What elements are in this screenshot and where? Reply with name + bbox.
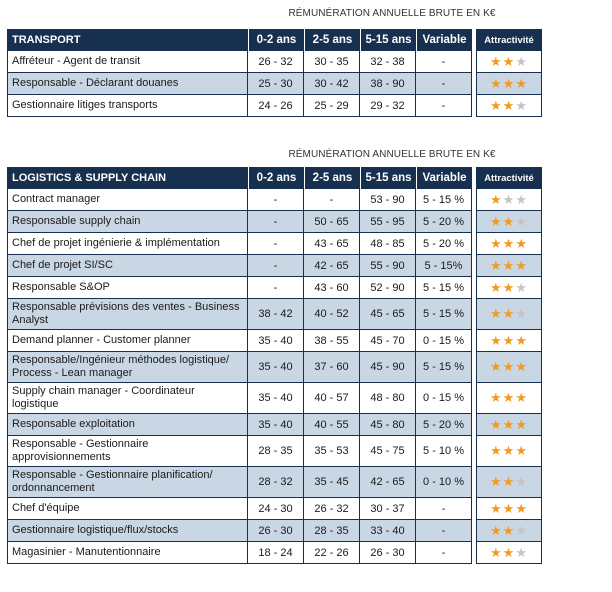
value-2-5: 28 - 35 (304, 520, 360, 542)
star-filled-icon: ★ (502, 474, 516, 489)
star-empty-icon: ★ (515, 213, 528, 229)
value-2-5: 43 - 60 (304, 277, 360, 299)
star-empty-icon: ★ (515, 474, 528, 489)
row-label: Responsable S&OP (7, 277, 248, 299)
star-filled-icon: ★ (515, 390, 528, 405)
star-filled-icon: ★ (502, 443, 516, 458)
value-0-2: 35 - 40 (248, 352, 304, 383)
star-filled-icon: ★ (490, 75, 503, 91)
table-row (7, 189, 542, 211)
star-filled-icon: ★ (490, 213, 503, 229)
star-filled-icon: ★ (490, 522, 503, 538)
col-header-2-5: 2-5 ans (304, 29, 360, 51)
table-row (7, 498, 542, 520)
value-5-15: 45 - 80 (360, 414, 416, 436)
star-empty-icon: ★ (515, 97, 528, 113)
star-filled-icon: ★ (490, 390, 503, 405)
star-filled-icon: ★ (502, 279, 516, 295)
value-2-5: 35 - 45 (304, 467, 360, 498)
attractivite-rating (476, 352, 542, 383)
table-row (7, 299, 542, 330)
value-variable: 5 - 15% (416, 255, 472, 277)
value-2-5: 35 - 53 (304, 436, 360, 467)
attractivite-rating (476, 414, 542, 436)
col-header-5-15: 5-15 ans (360, 29, 416, 51)
value-0-2: 18 - 24 (248, 542, 304, 564)
value-variable: 5 - 15 % (416, 299, 472, 330)
value-5-15: 45 - 65 (360, 299, 416, 330)
col-header-2-5: 2-5 ans (304, 167, 360, 189)
section-title-logistics: LOGISTICS & SUPPLY CHAIN (7, 167, 248, 189)
col-header-attractivite: Attractivité (476, 29, 542, 51)
value-2-5: 38 - 55 (304, 330, 360, 352)
row-label: Supply chain manager - Coordinateur logistique (7, 383, 248, 414)
star-filled-icon: ★ (490, 474, 503, 489)
value-2-5: 43 - 65 (304, 233, 360, 255)
value-0-2: 26 - 30 (248, 520, 304, 542)
value-0-2: - (248, 211, 304, 233)
star-filled-icon: ★ (490, 332, 503, 348)
star-filled-icon: ★ (490, 500, 503, 516)
star-filled-icon: ★ (515, 359, 528, 374)
attractivite-rating (476, 383, 542, 414)
value-5-15: 48 - 80 (360, 383, 416, 414)
attractivite-rating (476, 95, 542, 117)
table-row (7, 233, 542, 255)
value-2-5: 30 - 42 (304, 73, 360, 95)
value-5-15: 45 - 75 (360, 436, 416, 467)
value-5-15: 45 - 90 (360, 352, 416, 383)
row-label: Chef d'équipe (7, 498, 248, 520)
row-label: Responsable supply chain (7, 211, 248, 233)
value-2-5: 42 - 65 (304, 255, 360, 277)
value-2-5: - (304, 189, 360, 211)
value-0-2: 35 - 40 (248, 414, 304, 436)
attractivite-rating (476, 330, 542, 352)
attractivite-rating (476, 498, 542, 520)
value-0-2: 24 - 26 (248, 95, 304, 117)
logistics-table (7, 167, 542, 564)
value-2-5: 30 - 35 (304, 51, 360, 73)
table-row (7, 277, 542, 299)
star-filled-icon: ★ (515, 332, 528, 348)
col-header-attractivite: Attractivité (476, 167, 542, 189)
star-filled-icon: ★ (502, 235, 516, 251)
value-2-5: 40 - 57 (304, 383, 360, 414)
star-filled-icon: ★ (502, 500, 516, 516)
attractivite-rating (476, 51, 542, 73)
caption-transport: RÉMUNÉRATION ANNUELLE BRUTE EN K€ (288, 8, 496, 19)
row-label: Responsable - Gestionnaire planification/ ordonnancement (7, 467, 248, 498)
star-filled-icon: ★ (515, 443, 528, 458)
star-filled-icon: ★ (515, 235, 528, 251)
value-variable: - (416, 95, 472, 117)
row-label: Affréteur - Agent de transit (7, 51, 248, 73)
value-variable: 5 - 15 % (416, 352, 472, 383)
value-0-2: 38 - 42 (248, 299, 304, 330)
table-row (7, 383, 542, 414)
value-5-15: 38 - 90 (360, 73, 416, 95)
attractivite-rating (476, 520, 542, 542)
table-row (7, 520, 542, 542)
star-empty-icon: ★ (515, 306, 528, 321)
star-filled-icon: ★ (490, 416, 503, 432)
row-label: Responsable - Déclarant douanes (7, 73, 248, 95)
value-2-5: 40 - 52 (304, 299, 360, 330)
star-filled-icon: ★ (515, 500, 528, 516)
table-row (7, 95, 542, 117)
value-2-5: 25 - 29 (304, 95, 360, 117)
table-row (7, 542, 542, 564)
row-label: Gestionnaire logistique/flux/stocks (7, 520, 248, 542)
value-0-2: - (248, 189, 304, 211)
value-5-15: 32 - 38 (360, 51, 416, 73)
star-filled-icon: ★ (490, 544, 503, 560)
star-filled-icon: ★ (502, 75, 516, 91)
value-0-2: 28 - 35 (248, 436, 304, 467)
table-row (7, 255, 542, 277)
star-filled-icon: ★ (490, 257, 503, 273)
star-filled-icon: ★ (515, 75, 528, 91)
table-row (7, 211, 542, 233)
value-0-2: 24 - 30 (248, 498, 304, 520)
row-label: Responsable prévisions des ventes - Business Analyst (7, 299, 248, 330)
star-empty-icon: ★ (515, 191, 528, 207)
star-filled-icon: ★ (490, 191, 503, 207)
value-variable: 5 - 15 % (416, 189, 472, 211)
value-5-15: 48 - 85 (360, 233, 416, 255)
table-row (7, 352, 542, 383)
table-row (7, 414, 542, 436)
col-header-variable: Variable (416, 29, 472, 51)
star-filled-icon: ★ (502, 522, 516, 538)
value-5-15: 55 - 90 (360, 255, 416, 277)
star-filled-icon: ★ (490, 306, 503, 321)
star-filled-icon: ★ (502, 53, 516, 69)
table-row (7, 51, 542, 73)
col-header-5-15: 5-15 ans (360, 167, 416, 189)
value-0-2: 35 - 40 (248, 383, 304, 414)
col-header-0-2: 0-2 ans (248, 167, 304, 189)
star-filled-icon: ★ (490, 53, 503, 69)
attractivite-rating (476, 542, 542, 564)
value-variable: 5 - 20 % (416, 414, 472, 436)
attractivite-rating (476, 299, 542, 330)
table-row (7, 467, 542, 498)
row-label: Gestionnaire litiges transports (7, 95, 248, 117)
table-row (7, 330, 542, 352)
value-variable: 0 - 15 % (416, 383, 472, 414)
attractivite-rating (476, 467, 542, 498)
star-filled-icon: ★ (502, 97, 516, 113)
row-label: Chef de projet SI/SC (7, 255, 248, 277)
row-label: Demand planner - Customer planner (7, 330, 248, 352)
row-label: Responsable/Ingénieur méthodes logistique/ Process - Lean manager (7, 352, 248, 383)
star-filled-icon: ★ (490, 443, 503, 458)
value-variable: - (416, 520, 472, 542)
value-2-5: 50 - 65 (304, 211, 360, 233)
star-filled-icon: ★ (490, 359, 503, 374)
value-variable: 5 - 20 % (416, 211, 472, 233)
star-filled-icon: ★ (515, 257, 528, 273)
attractivite-rating (476, 211, 542, 233)
star-empty-icon: ★ (515, 279, 528, 295)
caption-logistics: RÉMUNÉRATION ANNUELLE BRUTE EN K€ (288, 149, 496, 160)
star-filled-icon: ★ (490, 97, 503, 113)
value-variable: - (416, 542, 472, 564)
star-empty-icon: ★ (515, 544, 528, 560)
value-5-15: 45 - 70 (360, 330, 416, 352)
value-2-5: 26 - 32 (304, 498, 360, 520)
value-0-2: 26 - 32 (248, 51, 304, 73)
attractivite-rating (476, 277, 542, 299)
star-filled-icon: ★ (502, 213, 516, 229)
value-5-15: 42 - 65 (360, 467, 416, 498)
attractivite-rating (476, 189, 542, 211)
value-0-2: - (248, 233, 304, 255)
table-row (7, 73, 542, 95)
star-filled-icon: ★ (502, 257, 516, 273)
star-filled-icon: ★ (515, 416, 528, 432)
value-0-2: - (248, 277, 304, 299)
value-0-2: 25 - 30 (248, 73, 304, 95)
value-variable: 0 - 15 % (416, 330, 472, 352)
value-5-15: 30 - 37 (360, 498, 416, 520)
row-label: Magasinier - Manutentionnaire (7, 542, 248, 564)
value-0-2: - (248, 255, 304, 277)
star-filled-icon: ★ (502, 390, 516, 405)
value-variable: - (416, 51, 472, 73)
star-filled-icon: ★ (502, 306, 516, 321)
value-5-15: 52 - 90 (360, 277, 416, 299)
value-0-2: 28 - 32 (248, 467, 304, 498)
value-5-15: 53 - 90 (360, 189, 416, 211)
row-label: Responsable exploitation (7, 414, 248, 436)
row-label: Contract manager (7, 189, 248, 211)
value-2-5: 37 - 60 (304, 352, 360, 383)
star-filled-icon: ★ (502, 359, 516, 374)
star-empty-icon: ★ (515, 522, 528, 538)
attractivite-rating (476, 233, 542, 255)
transport-table (7, 29, 542, 117)
table-row (7, 436, 542, 467)
value-2-5: 22 - 26 (304, 542, 360, 564)
row-label: Responsable - Gestionnaire approvisionnements (7, 436, 248, 467)
value-5-15: 55 - 95 (360, 211, 416, 233)
star-empty-icon: ★ (515, 53, 528, 69)
value-5-15: 29 - 32 (360, 95, 416, 117)
star-filled-icon: ★ (490, 235, 503, 251)
star-filled-icon: ★ (502, 332, 516, 348)
row-label: Chef de projet ingénierie & implémentation (7, 233, 248, 255)
value-variable: - (416, 498, 472, 520)
value-2-5: 40 - 55 (304, 414, 360, 436)
value-variable: 5 - 20 % (416, 233, 472, 255)
value-5-15: 26 - 30 (360, 542, 416, 564)
value-variable: - (416, 73, 472, 95)
attractivite-rating (476, 73, 542, 95)
star-empty-icon: ★ (502, 191, 516, 207)
star-filled-icon: ★ (502, 544, 516, 560)
value-5-15: 33 - 40 (360, 520, 416, 542)
col-header-0-2: 0-2 ans (248, 29, 304, 51)
value-variable: 5 - 15 % (416, 277, 472, 299)
star-filled-icon: ★ (490, 279, 503, 295)
col-header-variable: Variable (416, 167, 472, 189)
attractivite-rating (476, 436, 542, 467)
attractivite-rating (476, 255, 542, 277)
value-variable: 0 - 10 % (416, 467, 472, 498)
star-filled-icon: ★ (502, 416, 516, 432)
value-0-2: 35 - 40 (248, 330, 304, 352)
section-title-transport: TRANSPORT (7, 29, 248, 51)
value-variable: 5 - 10 % (416, 436, 472, 467)
